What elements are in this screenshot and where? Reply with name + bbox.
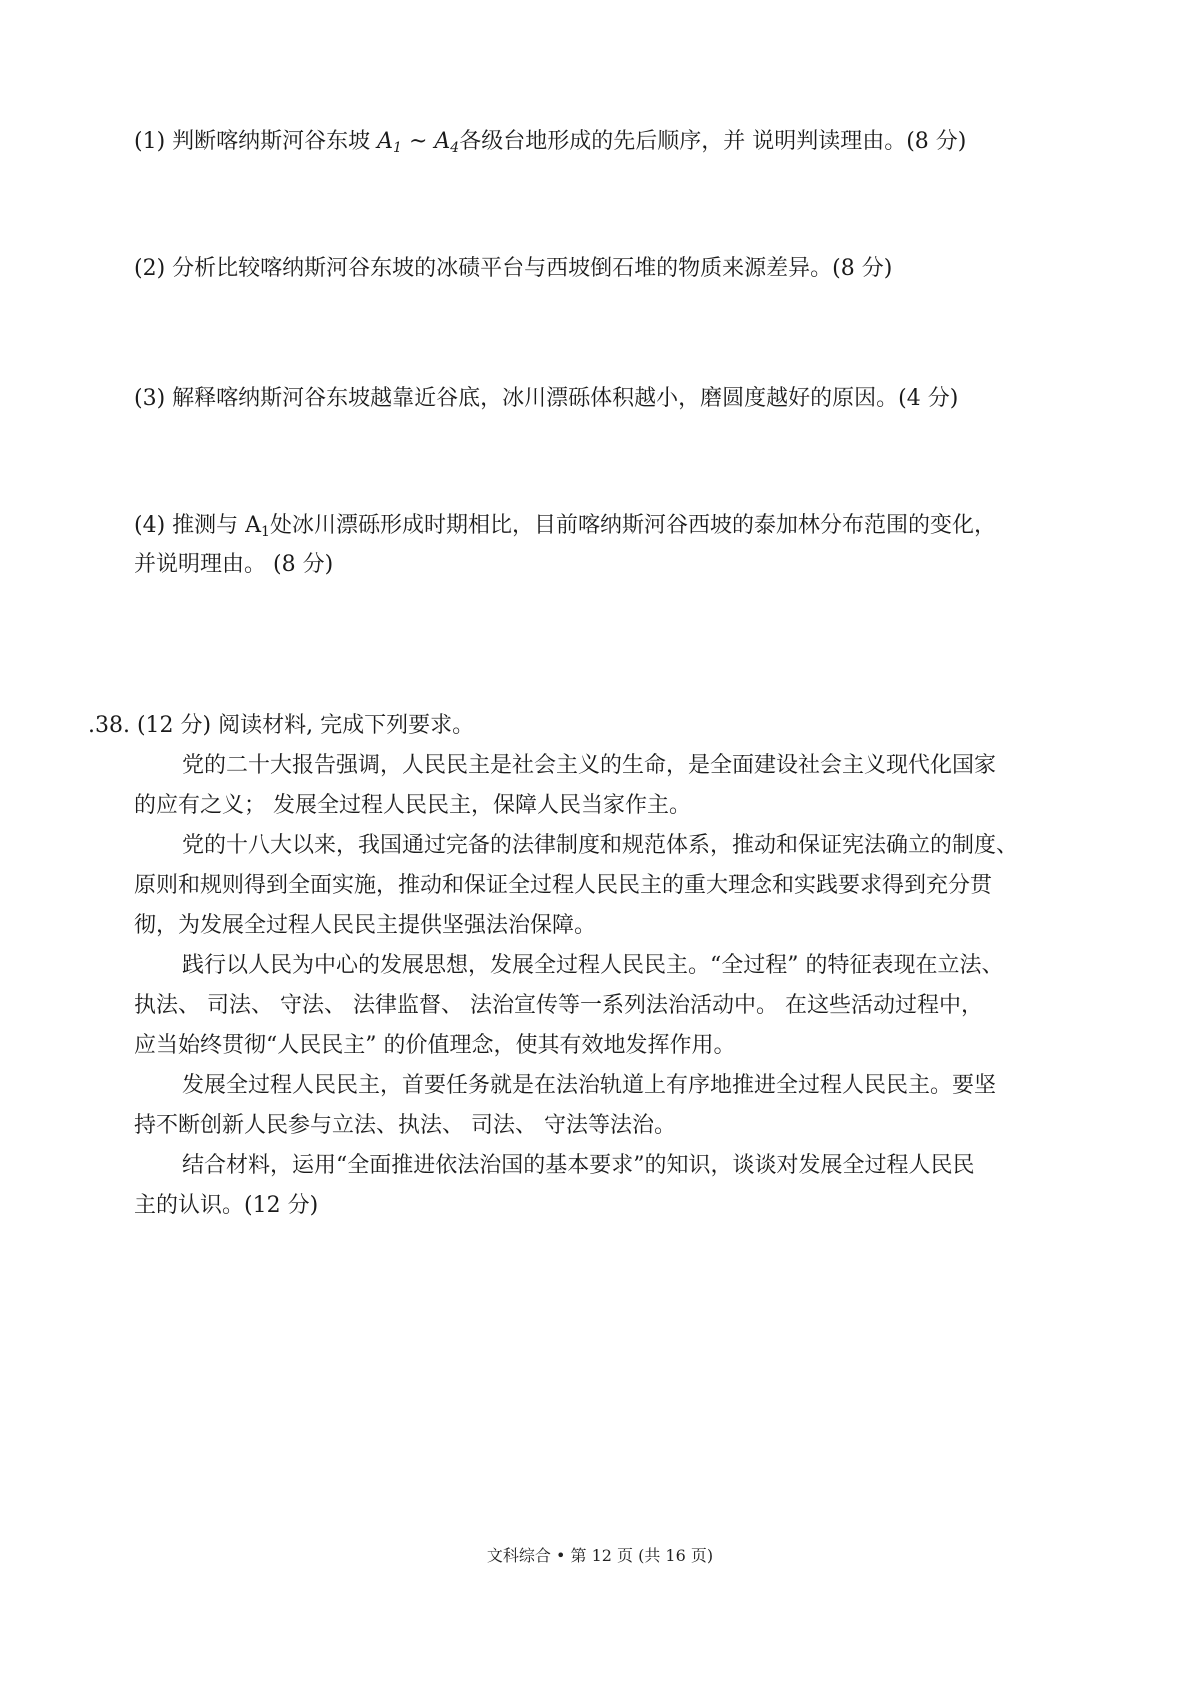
math-a1-subscript: 1: [393, 140, 402, 156]
question-1: [134, 122, 1134, 168]
question-4-prefix: (4) 推测与 A: [134, 513, 262, 538]
q38-para-3-line-1: 践行以人民为中心的发展思想，发展全过程人民民主。“全过程” 的特征表现在立法、: [182, 953, 1004, 978]
q38-para-2-line-3: 彻，为发展全过程人民民主提供坚强法治保障。: [134, 913, 597, 938]
q38-para-5-line-1: 结合材料，运用“全面推进依法治国的基本要求”的知识，谈谈对发展全过程人民民: [182, 1153, 975, 1178]
q38-para-2-line-2: 原则和规则得到全面实施，推动和保证全过程人民民主的重大理念和实践要求得到充分贯: [134, 873, 993, 898]
question-4-suffix: 处冰川漂砾形成时期相比，目前喀纳斯河谷西坡的泰加林分布范围的变化，: [269, 513, 996, 538]
page-footer: 文科综合 • 第 12 页 (共 16 页): [486, 1546, 714, 1565]
math-a1-letter: A: [377, 129, 394, 154]
question-3: (3) 解释喀纳斯河谷东坡越靠近谷底，冰川漂砾体积越小，磨圆度越好的原因。(4 分): [134, 386, 959, 411]
question-4-subscript: 1: [261, 524, 270, 540]
q38-para-3-line-2: 执法、 司法、 守法、 法律监督、 法治宣传等一系列法治活动中。 在这些活动过程中，: [134, 993, 983, 1018]
q38-para-5-line-2: 主的认识。(12 分): [134, 1193, 319, 1218]
q38-para-1-line-2: 的应有之义； 发展全过程人民民主，保障人民当家作主。: [134, 793, 691, 818]
q38-para-4-line-1: 发展全过程人民民主，首要任务就是在法治轨道上有序地推进全过程人民民主。要坚: [182, 1073, 997, 1098]
math-a4-subscript: 4: [450, 140, 460, 156]
math-a4: [434, 129, 459, 154]
question-4-line-2: 并说明理由。 (8 分): [134, 552, 334, 577]
question-1-prefix: (1) 判断喀纳斯河谷东坡: [134, 129, 378, 154]
question-1-suffix: 各级台地形成的先后顺序，并 说明判读理由。(8 分): [459, 129, 967, 154]
question-2: (2) 分析比较喀纳斯河谷东坡的冰碛平台与西坡倒石堆的物质来源差异。(8 分): [134, 256, 893, 281]
math-a1: [377, 129, 402, 154]
q38-para-1-line-1: 党的二十大报告强调，人民民主是社会主义的生命，是全面建设社会主义现代化国家: [182, 753, 997, 778]
question-38-heading: .38. (12 分) 阅读材料, 完成下列要求。: [88, 713, 475, 738]
q38-para-2-line-1: 党的十八大以来，我国通过完备的法律制度和规范体系，推动和保证宪法确立的制度、: [182, 833, 1019, 858]
tilde-symbol: ~: [401, 129, 435, 154]
math-a4-letter: A: [434, 129, 451, 154]
q38-para-4-line-2: 持不断创新人民参与立法、执法、 司法、 守法等法治。: [134, 1113, 676, 1138]
q38-para-3-line-3: 应当始终贯彻“人民民主” 的价值理念，使其有效地发挥作用。: [134, 1033, 736, 1058]
